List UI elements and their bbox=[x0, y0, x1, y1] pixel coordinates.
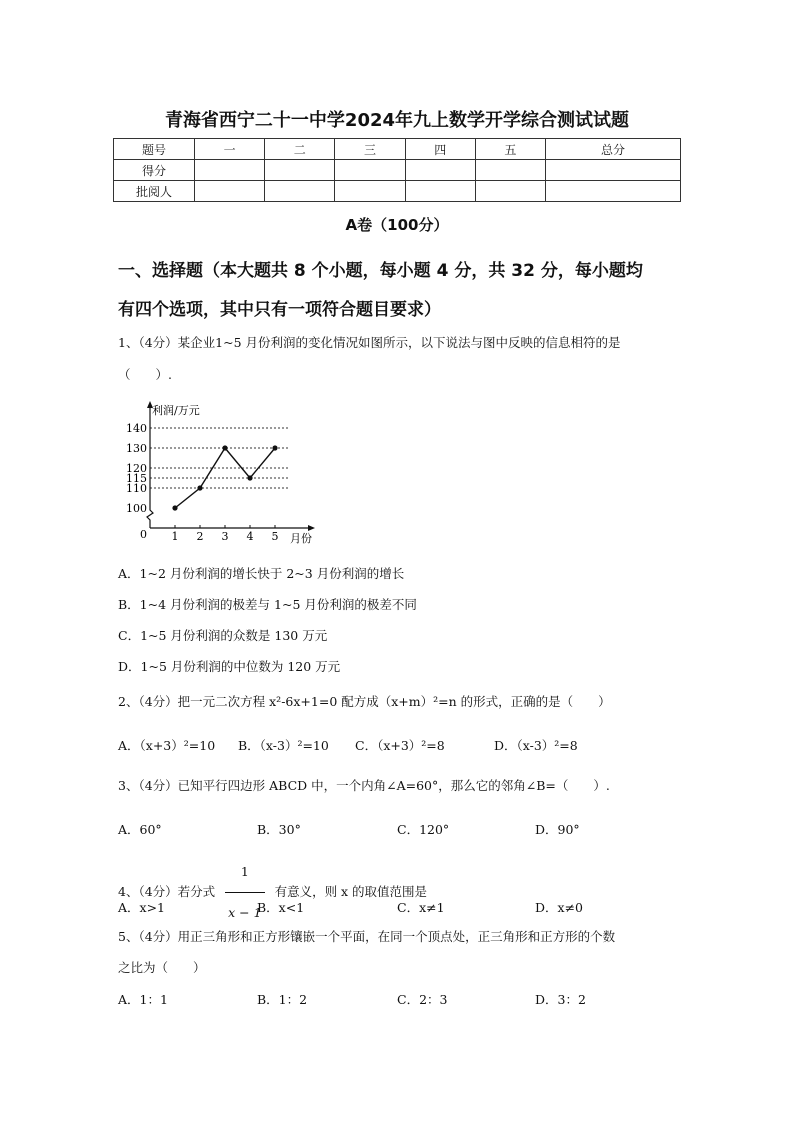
part-title: A卷（100分） bbox=[345, 216, 449, 234]
table-cell bbox=[195, 160, 265, 181]
table-cell: 二 bbox=[265, 139, 335, 160]
table-cell: 批阅人 bbox=[114, 181, 195, 202]
question-4-option-a: A．x>1 bbox=[118, 900, 166, 915]
question-5-option-c: C．2：3 bbox=[397, 992, 448, 1007]
fraction-denominator: x − 1 bbox=[228, 905, 262, 920]
question-5-stem: 5、（4分）用正三角形和正方形镶嵌一个平面，在同一个顶点处，正三角形和正方形的个数 bbox=[118, 929, 616, 944]
origin-label: 0 bbox=[140, 528, 147, 541]
table-cell: 五 bbox=[475, 139, 545, 160]
question-1-stem: 1、（4分）某企业1~5 月份利润的变化情况如图所示，以下说法与图中反映的信息相符的是 bbox=[118, 335, 621, 350]
series-line bbox=[172, 445, 277, 510]
y-tick-label: 140 bbox=[126, 422, 147, 435]
question-4-option-c: C．x≠1 bbox=[397, 900, 445, 915]
table-cell bbox=[475, 181, 545, 202]
question-2-option-b: B．（x-3）²=10 bbox=[238, 738, 329, 753]
table-cell: 总分 bbox=[546, 139, 681, 160]
table-cell bbox=[195, 181, 265, 202]
question-4-stem-post: 有意义，则 x 的取值范围是 bbox=[274, 884, 428, 899]
tick-labels bbox=[126, 422, 279, 543]
data-point bbox=[197, 485, 202, 490]
section-heading-line1: 一、选择题（本大题共 8 个小题，每小题 4 分，共 32 分，每小题均 bbox=[118, 261, 643, 281]
question-2-option-d: D．（x-3）²=8 bbox=[494, 738, 578, 753]
y-tick-label: 110 bbox=[126, 482, 147, 495]
question-1-option-b: B．1~4 月份利润的极差与 1~5 月份利润的极差不同 bbox=[118, 597, 417, 612]
question-3-option-b: B．30° bbox=[257, 822, 301, 837]
x-tick-label: 4 bbox=[246, 530, 254, 543]
table-cell bbox=[335, 181, 405, 202]
question-2-option-c: C．（x+3）²=8 bbox=[355, 738, 445, 753]
data-point bbox=[222, 445, 227, 450]
y-tick-label: 120 bbox=[126, 462, 147, 475]
score-table-row bbox=[114, 181, 681, 202]
question-5-stem-cont: 之比为（ ） bbox=[118, 960, 206, 975]
table-cell: 得分 bbox=[114, 160, 195, 181]
question-1-option-d: D．1~5 月份利润的中位数为 120 万元 bbox=[118, 659, 341, 674]
fraction bbox=[225, 852, 264, 933]
question-4-stem-pre: 4、（4分）若分式 bbox=[118, 884, 216, 899]
table-cell: 题号 bbox=[114, 139, 195, 160]
question-5-option-a: A．1：1 bbox=[118, 992, 168, 1007]
profit-line-chart bbox=[120, 400, 330, 550]
table-cell bbox=[546, 181, 681, 202]
table-cell bbox=[265, 181, 335, 202]
question-3-option-c: C．120° bbox=[397, 822, 450, 837]
question-4-stem bbox=[118, 852, 680, 933]
table-cell bbox=[265, 160, 335, 181]
y-tick-label: 100 bbox=[126, 502, 147, 515]
table-cell: 一 bbox=[195, 139, 265, 160]
data-point bbox=[247, 475, 252, 480]
x-tick-label: 3 bbox=[221, 530, 229, 543]
table-cell bbox=[475, 160, 545, 181]
x-axis-label: 月份 bbox=[290, 532, 312, 545]
question-3-stem: 3、（4分）已知平行四边形 ABCD 中，一个内角∠A=60°，那么它的邻角∠B=（ ）. bbox=[118, 778, 610, 793]
table-cell bbox=[546, 160, 681, 181]
y-tick-label: 115 bbox=[126, 472, 147, 485]
question-3-option-d: D．90° bbox=[535, 822, 580, 837]
score-table-row bbox=[114, 160, 681, 181]
x-tick-label: 2 bbox=[196, 530, 204, 543]
data-point bbox=[272, 445, 277, 450]
table-cell: 四 bbox=[405, 139, 475, 160]
section-heading-line2: 有四个选项，其中只有一项符合题目要求） bbox=[118, 300, 441, 320]
y-axis bbox=[147, 406, 153, 528]
score-table-header-row bbox=[114, 139, 681, 160]
table-cell: 三 bbox=[335, 139, 405, 160]
exam-title: 青海省西宁二十一中学2024年九上数学开学综合测试试题 bbox=[164, 110, 630, 131]
question-2-stem: 2、（4分）把一元二次方程 x²-6x+1=0 配方成（x+m）²=n 的形式，正确的是（ ） bbox=[118, 694, 611, 709]
table-cell bbox=[335, 160, 405, 181]
x-axis-arrow bbox=[308, 525, 315, 531]
question-5-option-b: B．1：2 bbox=[257, 992, 308, 1007]
question-3-option-a: A．60° bbox=[118, 822, 162, 837]
table-cell bbox=[405, 160, 475, 181]
question-1-stem-cont: （ ）. bbox=[118, 367, 172, 382]
axes bbox=[147, 401, 315, 531]
table-cell bbox=[405, 181, 475, 202]
question-1-option-a: A．1~2 月份利润的增长快于 2~3 月份利润的增长 bbox=[118, 566, 405, 581]
y-axis-label: 利润/万元 bbox=[152, 404, 200, 417]
fraction-numerator: 1 bbox=[225, 852, 264, 893]
score-table bbox=[113, 138, 681, 202]
y-tick-label: 130 bbox=[126, 442, 147, 455]
question-2-option-a: A．（x+3）²=10 bbox=[118, 738, 216, 753]
question-4-option-d: D．x≠0 bbox=[535, 900, 583, 915]
question-5-option-d: D．3：2 bbox=[535, 992, 586, 1007]
x-tick-label: 5 bbox=[271, 530, 279, 543]
grid-lines bbox=[150, 428, 290, 488]
x-tick-label: 1 bbox=[171, 530, 179, 543]
question-1-option-c: C．1~5 月份利润的众数是 130 万元 bbox=[118, 628, 328, 643]
question-4-option-b: B．x<1 bbox=[257, 900, 305, 915]
data-point bbox=[172, 505, 177, 510]
